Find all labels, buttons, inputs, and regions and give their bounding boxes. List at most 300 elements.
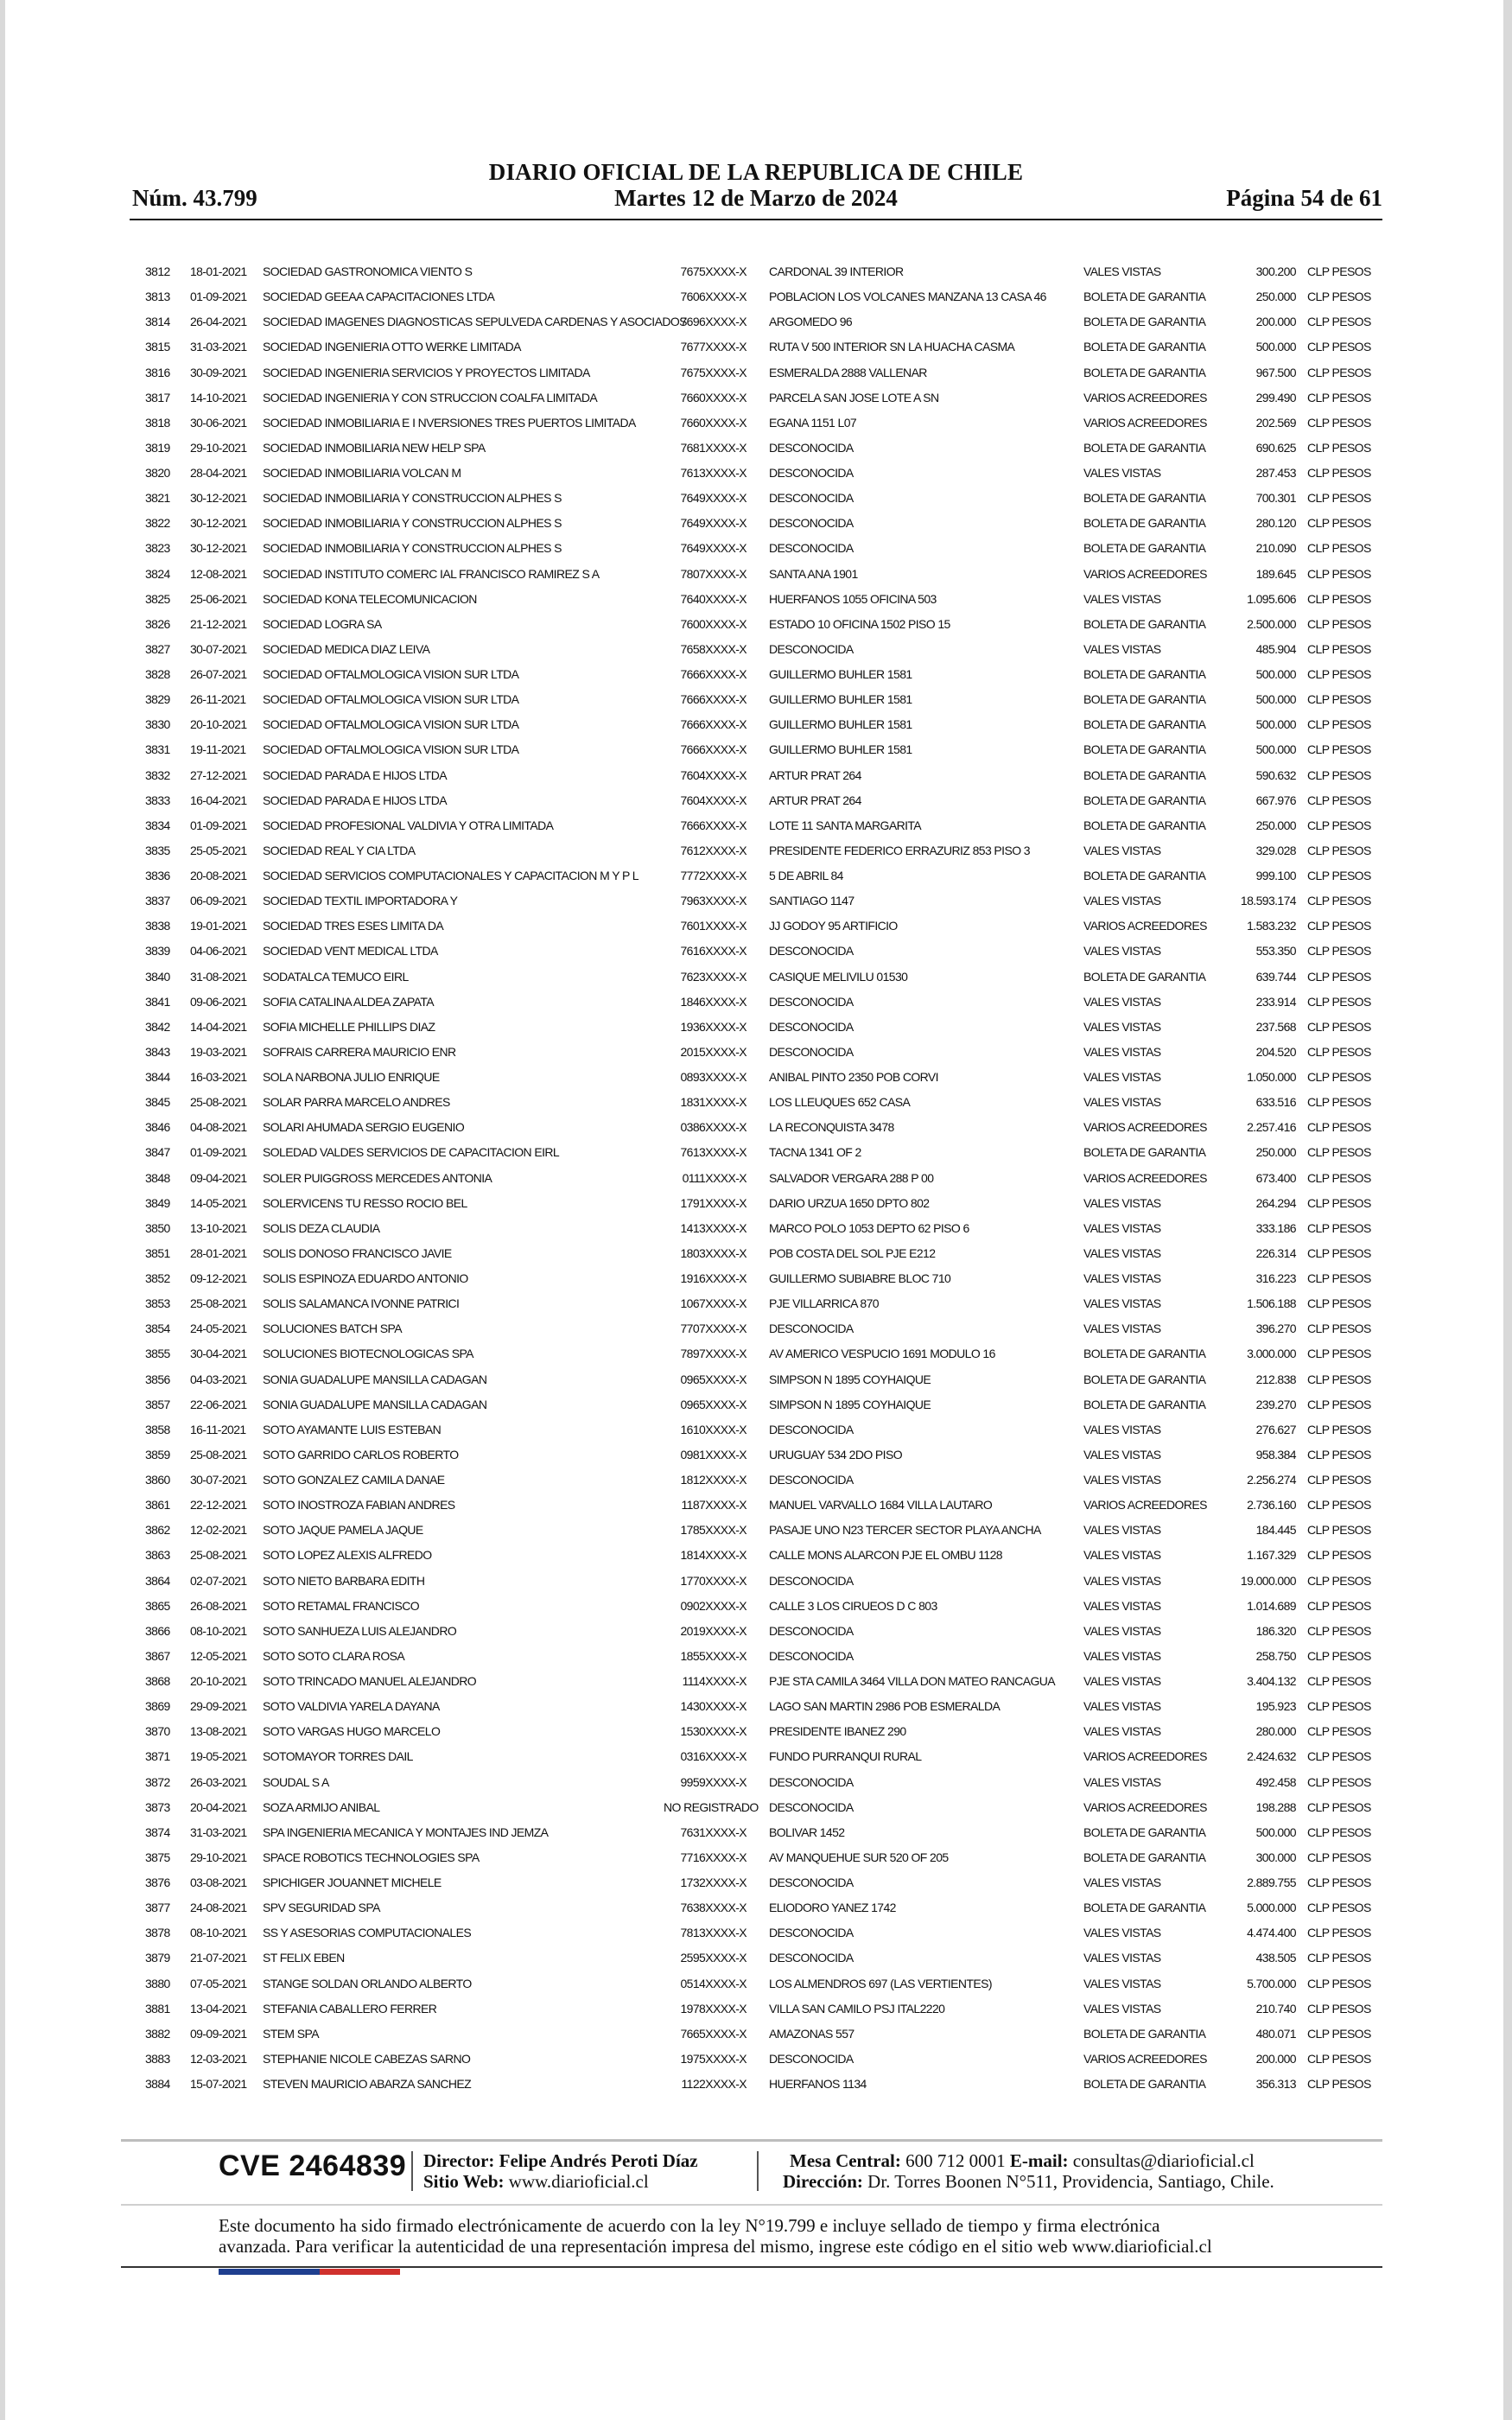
instrument-type: VALES VISTAS bbox=[1083, 641, 1161, 656]
holder-name: SOCIEDAD INMOBILIARIA Y CONSTRUCCION ALPHES S bbox=[263, 516, 562, 531]
holder-address: DESCONOCIDA bbox=[769, 1019, 854, 1034]
row-number: 3875 bbox=[145, 1850, 170, 1864]
deposit-date: 16-04-2021 bbox=[190, 793, 247, 807]
amount: 356.313 bbox=[1255, 2077, 1296, 2091]
holder-address: 5 DE ABRIL 84 bbox=[769, 869, 843, 882]
row-number: 3884 bbox=[145, 2077, 170, 2091]
deposit-date: 15-07-2021 bbox=[190, 2077, 247, 2091]
amount: 500.000 bbox=[1255, 692, 1296, 707]
amount: 210.090 bbox=[1255, 541, 1296, 556]
currency: CLP PESOS bbox=[1307, 641, 1371, 656]
currency: CLP PESOS bbox=[1307, 793, 1371, 807]
table-row bbox=[0, 1719, 1512, 1744]
instrument-type: VALES VISTAS bbox=[1083, 1548, 1161, 1563]
instrument-type: VALES VISTAS bbox=[1083, 1245, 1161, 1260]
instrument-type: VARIOS ACREEDORES bbox=[1083, 1498, 1207, 1512]
flag-stripe-blue bbox=[219, 2269, 320, 2275]
deposit-date: 26-07-2021 bbox=[190, 667, 247, 681]
row-number: 3846 bbox=[145, 1120, 170, 1135]
amount: 5.000.000 bbox=[1247, 1901, 1296, 1915]
table-row bbox=[0, 888, 1512, 914]
holder-rut: 2019XXXX-X bbox=[680, 1623, 746, 1638]
holder-address: TACNA 1341 OF 2 bbox=[769, 1145, 861, 1160]
holder-rut: 7675XXXX-X bbox=[680, 264, 746, 278]
row-number: 3851 bbox=[145, 1245, 170, 1260]
holder-rut: 7640XXXX-X bbox=[680, 591, 746, 606]
instrument-type: BOLETA DE GARANTIA bbox=[1083, 2026, 1206, 2041]
instrument-type: VALES VISTAS bbox=[1083, 894, 1161, 908]
holder-rut: 1770XXXX-X bbox=[680, 1573, 746, 1588]
deposit-date: 24-08-2021 bbox=[190, 1901, 247, 1915]
row-number: 3864 bbox=[145, 1573, 170, 1588]
holder-name: SOCIEDAD OFTALMOLOGICA VISION SUR LTDA bbox=[263, 692, 519, 707]
holder-rut: 7707XXXX-X bbox=[680, 1321, 746, 1336]
currency: CLP PESOS bbox=[1307, 340, 1371, 354]
deposit-date: 09-06-2021 bbox=[190, 994, 247, 1009]
holder-name: SOTOMAYOR TORRES DAIL bbox=[263, 1749, 413, 1764]
instrument-type: VARIOS ACREEDORES bbox=[1083, 1170, 1207, 1185]
amount: 485.904 bbox=[1255, 641, 1296, 656]
deposit-date: 28-04-2021 bbox=[190, 466, 247, 480]
website-line bbox=[423, 2171, 649, 2193]
legal-notice bbox=[219, 2215, 1368, 2257]
holder-address: POB COSTA DEL SOL PJE E212 bbox=[769, 1245, 936, 1260]
holder-rut: 1610XXXX-X bbox=[680, 1422, 746, 1436]
holder-rut: 1413XXXX-X bbox=[680, 1220, 746, 1235]
table-row bbox=[0, 1569, 1512, 1594]
currency: CLP PESOS bbox=[1307, 591, 1371, 606]
amount: 673.400 bbox=[1255, 1170, 1296, 1185]
currency: CLP PESOS bbox=[1307, 1523, 1371, 1538]
row-number: 3834 bbox=[145, 818, 170, 832]
amount: 239.270 bbox=[1255, 1397, 1296, 1411]
amount: 667.976 bbox=[1255, 793, 1296, 807]
instrument-type: BOLETA DE GARANTIA bbox=[1083, 793, 1206, 807]
row-number: 3837 bbox=[145, 894, 170, 908]
currency: CLP PESOS bbox=[1307, 742, 1371, 757]
holder-rut: 7666XXXX-X bbox=[680, 742, 746, 757]
table-row bbox=[0, 511, 1512, 536]
holder-name: SOCIEDAD REAL Y CIA LTDA bbox=[263, 843, 416, 857]
table-row bbox=[0, 1442, 1512, 1468]
holder-rut: 7600XXXX-X bbox=[680, 616, 746, 631]
holder-name: SPV SEGURIDAD SPA bbox=[263, 1901, 380, 1915]
table-row bbox=[0, 461, 1512, 486]
holder-name: SOFRAIS CARRERA MAURICIO ENR bbox=[263, 1044, 456, 1059]
director-label: Director: bbox=[423, 2150, 495, 2171]
holder-rut: 0981XXXX-X bbox=[680, 1447, 746, 1462]
holder-rut: 7604XXXX-X bbox=[680, 793, 746, 807]
amount: 700.301 bbox=[1255, 491, 1296, 506]
holder-name: SOTO TRINCADO MANUEL ALEJANDRO bbox=[263, 1674, 477, 1688]
holder-address: SANTIAGO 1147 bbox=[769, 894, 854, 908]
table-row bbox=[0, 1191, 1512, 1216]
deposit-date: 14-05-2021 bbox=[190, 1195, 247, 1210]
holder-name: SOCIEDAD PARADA E HIJOS LTDA bbox=[263, 793, 447, 807]
holder-rut: 0965XXXX-X bbox=[680, 1372, 746, 1386]
holder-rut: 1812XXXX-X bbox=[680, 1473, 746, 1487]
deposit-date: 13-08-2021 bbox=[190, 1724, 247, 1739]
currency: CLP PESOS bbox=[1307, 1926, 1371, 1940]
amount: 333.186 bbox=[1255, 1220, 1296, 1235]
header-divider bbox=[130, 219, 1382, 220]
holder-rut: 7666XXXX-X bbox=[680, 818, 746, 832]
deposit-date: 12-08-2021 bbox=[190, 566, 247, 581]
holder-name: SOTO SANHUEZA LUIS ALEJANDRO bbox=[263, 1623, 457, 1638]
instrument-type: BOLETA DE GARANTIA bbox=[1083, 1347, 1206, 1361]
holder-address: LA RECONQUISTA 3478 bbox=[769, 1120, 894, 1135]
table-row bbox=[0, 1518, 1512, 1543]
instrument-type: VARIOS ACREEDORES bbox=[1083, 566, 1207, 581]
holder-name: SOCIEDAD INGENIERIA Y CON STRUCCION COALFA LIMITADA bbox=[263, 390, 598, 404]
amount: 633.516 bbox=[1255, 1095, 1296, 1110]
currency: CLP PESOS bbox=[1307, 692, 1371, 707]
amount: 1.506.188 bbox=[1247, 1296, 1296, 1311]
instrument-type: VALES VISTAS bbox=[1083, 944, 1161, 958]
website-value: www.diarioficial.cl bbox=[508, 2171, 649, 2192]
table-row bbox=[0, 1644, 1512, 1669]
currency: CLP PESOS bbox=[1307, 1271, 1371, 1285]
holder-name: SOTO AYAMANTE LUIS ESTEBAN bbox=[263, 1422, 442, 1436]
row-number: 3853 bbox=[145, 1296, 170, 1311]
table-row bbox=[0, 1594, 1512, 1619]
deposit-date: 31-03-2021 bbox=[190, 340, 247, 354]
holder-address: DESCONOCIDA bbox=[769, 1473, 854, 1487]
deposit-date: 26-08-2021 bbox=[190, 1598, 247, 1613]
footer-separator bbox=[757, 2151, 759, 2191]
instrument-type: BOLETA DE GARANTIA bbox=[1083, 541, 1206, 556]
holder-rut: 7963XXXX-X bbox=[680, 894, 746, 908]
table-row bbox=[0, 360, 1512, 385]
instrument-type: VALES VISTAS bbox=[1083, 1447, 1161, 1462]
holder-name: SOTO GARRIDO CARLOS ROBERTO bbox=[263, 1447, 459, 1462]
holder-rut: 7658XXXX-X bbox=[680, 641, 746, 656]
currency: CLP PESOS bbox=[1307, 1799, 1371, 1814]
currency: CLP PESOS bbox=[1307, 1951, 1371, 1965]
holder-name: SOCIEDAD OFTALMOLOGICA VISION SUR LTDA bbox=[263, 667, 519, 681]
holder-name: SOLAR PARRA MARCELO ANDRES bbox=[263, 1095, 450, 1110]
cve-code: CVE 2464839 bbox=[219, 2149, 407, 2182]
table-row bbox=[0, 1341, 1512, 1366]
holder-name: SOCIEDAD TEXTIL IMPORTADORA Y bbox=[263, 894, 458, 908]
deposit-date: 30-06-2021 bbox=[190, 415, 247, 430]
instrument-type: VALES VISTAS bbox=[1083, 1976, 1161, 1990]
amount: 590.632 bbox=[1255, 767, 1296, 782]
currency: CLP PESOS bbox=[1307, 1372, 1371, 1386]
holder-name: SOLIS DONOSO FRANCISCO JAVIE bbox=[263, 1245, 452, 1260]
currency: CLP PESOS bbox=[1307, 1749, 1371, 1764]
amount: 195.923 bbox=[1255, 1699, 1296, 1714]
holder-name: SONIA GUADALUPE MANSILLA CADAGAN bbox=[263, 1372, 487, 1386]
amount: 18.593.174 bbox=[1240, 894, 1296, 908]
currency: CLP PESOS bbox=[1307, 1422, 1371, 1436]
holder-rut: 7604XXXX-X bbox=[680, 767, 746, 782]
amount: 204.520 bbox=[1255, 1044, 1296, 1059]
instrument-type: BOLETA DE GARANTIA bbox=[1083, 491, 1206, 506]
holder-name: STANGE SOLDAN ORLANDO ALBERTO bbox=[263, 1976, 472, 1990]
amount: 553.350 bbox=[1255, 944, 1296, 958]
deposit-date: 03-08-2021 bbox=[190, 1876, 247, 1889]
holder-address: DARIO URZUA 1650 DPTO 802 bbox=[769, 1195, 930, 1210]
holder-address: SANTA ANA 1901 bbox=[769, 566, 858, 581]
row-number: 3816 bbox=[145, 365, 170, 379]
row-number: 3818 bbox=[145, 415, 170, 430]
holder-address: CALLE 3 LOS CIRUEOS D C 803 bbox=[769, 1598, 937, 1613]
holder-address: DESCONOCIDA bbox=[769, 1623, 854, 1638]
row-number: 3857 bbox=[145, 1397, 170, 1411]
row-number: 3813 bbox=[145, 290, 170, 304]
table-row bbox=[0, 1015, 1512, 1040]
table-row bbox=[0, 863, 1512, 888]
deposit-date: 16-03-2021 bbox=[190, 1070, 247, 1084]
row-number: 3880 bbox=[145, 1976, 170, 1990]
holder-rut: 9959XXXX-X bbox=[680, 1774, 746, 1789]
holder-name: STEFANIA CABALLERO FERRER bbox=[263, 2001, 437, 2016]
holder-rut: 1936XXXX-X bbox=[680, 1019, 746, 1034]
instrument-type: VALES VISTAS bbox=[1083, 1724, 1161, 1739]
holder-name: SOCIEDAD LOGRA SA bbox=[263, 616, 382, 631]
holder-name: SS Y ASESORIAS COMPUTACIONALES bbox=[263, 1926, 472, 1940]
holder-name: SOTO VALDIVIA YARELA DAYANA bbox=[263, 1699, 440, 1714]
currency: CLP PESOS bbox=[1307, 1095, 1371, 1110]
deposit-date: 24-05-2021 bbox=[190, 1321, 247, 1336]
table-row bbox=[0, 436, 1512, 461]
instrument-type: BOLETA DE GARANTIA bbox=[1083, 667, 1206, 681]
currency: CLP PESOS bbox=[1307, 390, 1371, 404]
deposit-date: 09-09-2021 bbox=[190, 2026, 247, 2041]
amount: 276.627 bbox=[1255, 1422, 1296, 1436]
deposit-date: 26-03-2021 bbox=[190, 1774, 247, 1789]
table-row bbox=[0, 1870, 1512, 1895]
holder-name: SOCIEDAD GEEAA CAPACITACIONES LTDA bbox=[263, 290, 495, 304]
instrument-type: VALES VISTAS bbox=[1083, 1951, 1161, 1965]
table-row bbox=[0, 1770, 1512, 1795]
amount: 500.000 bbox=[1255, 1825, 1296, 1839]
amount: 316.223 bbox=[1255, 1271, 1296, 1285]
deposit-date: 20-10-2021 bbox=[190, 1674, 247, 1688]
holder-name: SOZA ARMIJO ANIBAL bbox=[263, 1799, 380, 1814]
holder-rut: 7660XXXX-X bbox=[680, 415, 746, 430]
deposit-date: 01-09-2021 bbox=[190, 818, 247, 832]
amount: 1.014.689 bbox=[1247, 1598, 1296, 1613]
row-number: 3830 bbox=[145, 717, 170, 732]
instrument-type: VALES VISTAS bbox=[1083, 1648, 1161, 1663]
currency: CLP PESOS bbox=[1307, 1397, 1371, 1411]
holder-name: SOLUCIONES BIOTECNOLOGICAS SPA bbox=[263, 1347, 473, 1361]
amount: 300.000 bbox=[1255, 1850, 1296, 1864]
holder-rut: 7665XXXX-X bbox=[680, 2026, 746, 2041]
holder-rut: 1114XXXX-X bbox=[682, 1674, 746, 1688]
amount: 1.167.329 bbox=[1247, 1548, 1296, 1563]
legal-notice-line: Este documento ha sido firmado electrónicamente de acuerdo con la ley N°19.799 e incluye sellado de tiempo y firma electrónica bbox=[219, 2215, 1160, 2236]
row-number: 3843 bbox=[145, 1044, 170, 1059]
holder-address: URUGUAY 534 2DO PISO bbox=[769, 1447, 902, 1462]
instrument-type: VALES VISTAS bbox=[1083, 1926, 1161, 1940]
holder-name: SOCIEDAD IMAGENES DIAGNOSTICAS SEPULVEDA CARDENAS Y ASOCIADOS bbox=[263, 315, 687, 329]
instrument-type: VALES VISTAS bbox=[1083, 1876, 1161, 1889]
holder-name: SODATALCA TEMUCO EIRL bbox=[263, 969, 409, 984]
holder-name: SOLA NARBONA JULIO ENRIQUE bbox=[263, 1070, 440, 1084]
currency: CLP PESOS bbox=[1307, 843, 1371, 857]
currency: CLP PESOS bbox=[1307, 541, 1371, 556]
amount: 202.569 bbox=[1255, 415, 1296, 430]
holder-rut: 7649XXXX-X bbox=[680, 516, 746, 531]
holder-rut: 7675XXXX-X bbox=[680, 365, 746, 379]
holder-address: BOLIVAR 1452 bbox=[769, 1825, 845, 1839]
holder-name: SOCIEDAD MEDICA DIAZ LEIVA bbox=[263, 641, 430, 656]
holder-rut: 7649XXXX-X bbox=[680, 491, 746, 506]
holder-rut: 1430XXXX-X bbox=[680, 1699, 746, 1714]
amount: 958.384 bbox=[1255, 1447, 1296, 1462]
row-number: 3869 bbox=[145, 1699, 170, 1714]
table-row bbox=[0, 486, 1512, 511]
deposit-date: 13-10-2021 bbox=[190, 1220, 247, 1235]
table-row bbox=[0, 838, 1512, 863]
table-row bbox=[0, 1493, 1512, 1518]
amount: 500.000 bbox=[1255, 667, 1296, 681]
amount: 396.270 bbox=[1255, 1321, 1296, 1336]
currency: CLP PESOS bbox=[1307, 1044, 1371, 1059]
holder-name: SOCIEDAD INGENIERIA OTTO WERKE LIMITADA bbox=[263, 340, 521, 354]
table-row bbox=[0, 385, 1512, 411]
deposit-date: 20-08-2021 bbox=[190, 869, 247, 882]
amount: 299.490 bbox=[1255, 390, 1296, 404]
table-row bbox=[0, 1216, 1512, 1241]
instrument-type: VALES VISTAS bbox=[1083, 591, 1161, 606]
currency: CLP PESOS bbox=[1307, 1145, 1371, 1160]
deposit-date: 02-07-2021 bbox=[190, 1573, 247, 1588]
holder-address: PRESIDENTE FEDERICO ERRAZURIZ 853 PISO 3 bbox=[769, 843, 1030, 857]
holder-address: AV AMERICO VESPUCIO 1691 MODULO 16 bbox=[769, 1347, 995, 1361]
holder-name: SOCIEDAD PARADA E HIJOS LTDA bbox=[263, 767, 447, 782]
deposit-date: 30-12-2021 bbox=[190, 541, 247, 556]
holder-name: SOTO RETAMAL FRANCISCO bbox=[263, 1598, 420, 1613]
currency: CLP PESOS bbox=[1307, 2077, 1371, 2091]
holder-address: LAGO SAN MARTIN 2986 POB ESMERALDA bbox=[769, 1699, 1001, 1714]
table-row bbox=[0, 536, 1512, 561]
table-row bbox=[0, 914, 1512, 939]
table-row bbox=[0, 1971, 1512, 1996]
currency: CLP PESOS bbox=[1307, 1070, 1371, 1084]
row-number: 3817 bbox=[145, 390, 170, 404]
issue-number: Núm. 43.799 bbox=[132, 185, 257, 211]
holder-rut: 1916XXXX-X bbox=[680, 1271, 746, 1285]
instrument-type: BOLETA DE GARANTIA bbox=[1083, 692, 1206, 707]
instrument-type: BOLETA DE GARANTIA bbox=[1083, 365, 1206, 379]
row-number: 3876 bbox=[145, 1876, 170, 1889]
deposit-date: 28-01-2021 bbox=[190, 1245, 247, 1260]
amount: 226.314 bbox=[1255, 1245, 1296, 1260]
deposit-date: 19-03-2021 bbox=[190, 1044, 247, 1059]
currency: CLP PESOS bbox=[1307, 944, 1371, 958]
deposit-date: 16-11-2021 bbox=[190, 1422, 246, 1436]
holder-name: SPACE ROBOTICS TECHNOLOGIES SPA bbox=[263, 1850, 480, 1864]
flag-stripe-red bbox=[320, 2269, 400, 2275]
amount: 198.288 bbox=[1255, 1799, 1296, 1814]
holder-address: DESCONOCIDA bbox=[769, 1951, 854, 1965]
deposit-date: 21-12-2021 bbox=[190, 616, 247, 631]
holder-name: SOCIEDAD INGENIERIA SERVICIOS Y PROYECTOS LIMITADA bbox=[263, 365, 590, 379]
deposit-date: 09-04-2021 bbox=[190, 1170, 247, 1185]
holder-rut: 1814XXXX-X bbox=[680, 1548, 746, 1563]
currency: CLP PESOS bbox=[1307, 1296, 1371, 1311]
amount: 210.740 bbox=[1255, 2001, 1296, 2016]
holder-name: SOLER PUIGGROSS MERCEDES ANTONIA bbox=[263, 1170, 492, 1185]
row-number: 3829 bbox=[145, 692, 170, 707]
table-row bbox=[0, 1241, 1512, 1266]
currency: CLP PESOS bbox=[1307, 1774, 1371, 1789]
holder-address: DESCONOCIDA bbox=[769, 491, 854, 506]
holder-rut: 1122XXXX-X bbox=[681, 2077, 746, 2091]
row-number: 3831 bbox=[145, 742, 170, 757]
currency: CLP PESOS bbox=[1307, 1976, 1371, 1990]
amount: 237.568 bbox=[1255, 1019, 1296, 1034]
holder-name: SOTO NIETO BARBARA EDITH bbox=[263, 1573, 425, 1588]
table-row bbox=[0, 2022, 1512, 2047]
table-row bbox=[0, 2047, 1512, 2072]
holder-rut: 7666XXXX-X bbox=[680, 692, 746, 707]
holder-rut: 7666XXXX-X bbox=[680, 717, 746, 732]
holder-address: LOTE 11 SANTA MARGARITA bbox=[769, 818, 922, 832]
holder-rut: 7613XXXX-X bbox=[680, 1145, 746, 1160]
holder-name: ST FELIX EBEN bbox=[263, 1951, 345, 1965]
table-row bbox=[0, 284, 1512, 309]
deposit-date: 25-05-2021 bbox=[190, 843, 247, 857]
instrument-type: BOLETA DE GARANTIA bbox=[1083, 516, 1206, 531]
amount: 2.500.000 bbox=[1247, 616, 1296, 631]
amount: 492.458 bbox=[1255, 1774, 1296, 1789]
row-number: 3873 bbox=[145, 1799, 170, 1814]
amount: 3.404.132 bbox=[1247, 1674, 1296, 1688]
currency: CLP PESOS bbox=[1307, 1548, 1371, 1563]
row-number: 3832 bbox=[145, 767, 170, 782]
amount: 3.000.000 bbox=[1247, 1347, 1296, 1361]
holder-rut: 2015XXXX-X bbox=[680, 1044, 746, 1059]
deposit-date: 25-08-2021 bbox=[190, 1447, 247, 1462]
currency: CLP PESOS bbox=[1307, 1120, 1371, 1135]
table-row bbox=[0, 1417, 1512, 1442]
currency: CLP PESOS bbox=[1307, 315, 1371, 329]
amount: 480.071 bbox=[1255, 2026, 1296, 2041]
holder-address: GUILLERMO BUHLER 1581 bbox=[769, 667, 912, 681]
table-row bbox=[0, 1744, 1512, 1769]
table-row bbox=[0, 763, 1512, 788]
holder-rut: 7606XXXX-X bbox=[680, 290, 746, 304]
row-number: 3882 bbox=[145, 2026, 170, 2041]
currency: CLP PESOS bbox=[1307, 2026, 1371, 2041]
footer-divider-top bbox=[121, 2139, 1382, 2142]
currency: CLP PESOS bbox=[1307, 1473, 1371, 1487]
amount: 280.000 bbox=[1255, 1724, 1296, 1739]
holder-address: DESCONOCIDA bbox=[769, 1648, 854, 1663]
deposit-date: 29-10-2021 bbox=[190, 1850, 247, 1864]
row-number: 3822 bbox=[145, 516, 170, 531]
row-number: 3828 bbox=[145, 667, 170, 681]
holder-name: SOLEDAD VALDES SERVICIOS DE CAPACITACION EIRL bbox=[263, 1145, 560, 1160]
instrument-type: VARIOS ACREEDORES bbox=[1083, 919, 1207, 933]
table-row bbox=[0, 662, 1512, 687]
holder-rut: 0893XXXX-X bbox=[680, 1070, 746, 1084]
row-number: 3878 bbox=[145, 1926, 170, 1940]
deposit-date: 14-04-2021 bbox=[190, 1019, 247, 1034]
amount: 186.320 bbox=[1255, 1623, 1296, 1638]
holder-rut: 7631XXXX-X bbox=[680, 1825, 746, 1839]
holder-address: GUILLERMO SUBIABRE BLOC 710 bbox=[769, 1271, 951, 1285]
holder-name: SOUDAL S A bbox=[263, 1774, 329, 1789]
currency: CLP PESOS bbox=[1307, 667, 1371, 681]
amount: 200.000 bbox=[1255, 2051, 1296, 2066]
row-number: 3823 bbox=[145, 541, 170, 556]
